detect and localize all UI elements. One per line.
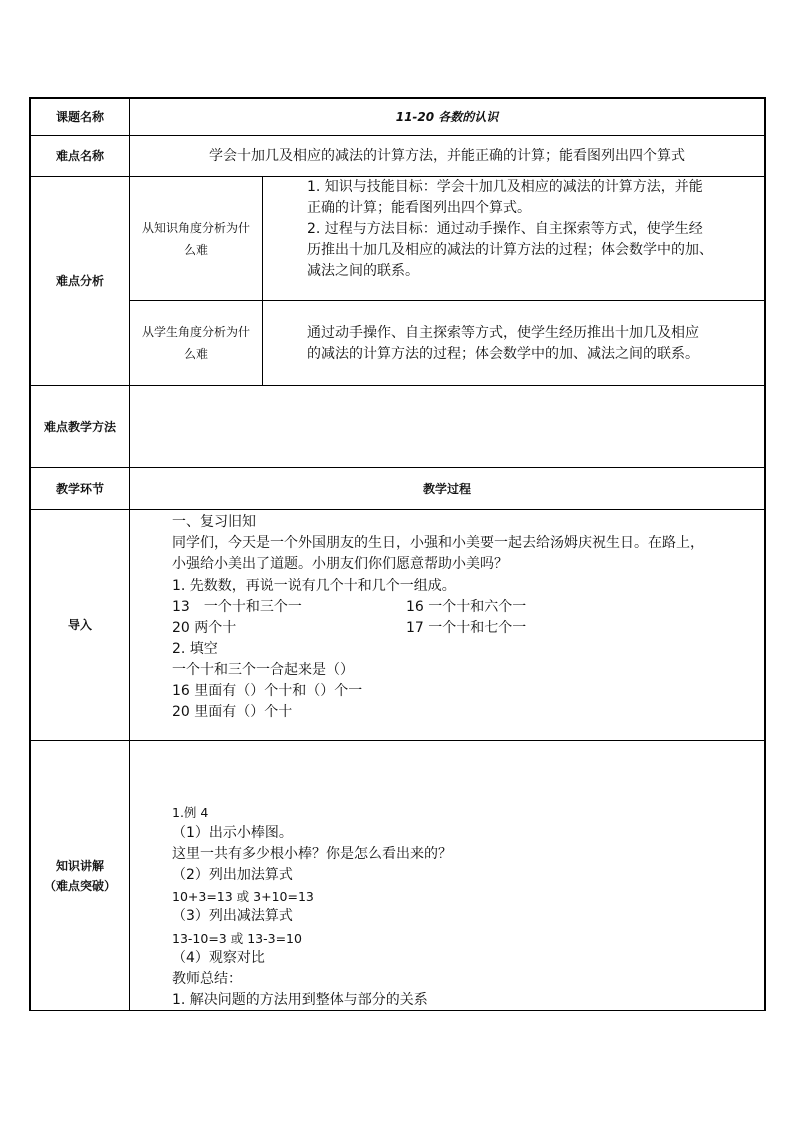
knowledge-angle-line: 2. 过程与方法目标：通过动手操作、自主探索等方式，使学生经 (307, 221, 703, 237)
table-rule (29, 509, 766, 510)
knowledge-angle-line: 减法之间的联系。 (307, 263, 419, 279)
knowledge-line: 教师总结： (172, 971, 242, 987)
knowledge-explain-label-line1: 知识讲解 (55, 858, 104, 873)
course-name-value: 11-20 各数的认识 (395, 110, 499, 124)
intro-count-item: 16 一个十和六个一 (406, 599, 527, 615)
knowledge-angle-line: 历推出十加几及相应的减法的计算方法的过程；体会数学中的加、 (307, 242, 713, 258)
intro-label: 导入 (67, 618, 92, 632)
intro-count-item: 17 一个十和七个一 (406, 620, 527, 636)
student-angle-line: 通过动手操作、自主探索等方式，使学生经历推出十加几及相应 (307, 325, 699, 341)
difficulty-name-value: 学会十加几及相应的减法的计算方法，并能正确的计算；能看图列出四个算式 (209, 148, 685, 164)
knowledge-line: 1. 解决问题的方法用到整体与部分的关系 (172, 992, 428, 1008)
student-angle-line: 的减法的计算方法的过程；体会数学中的加、减法之间的联系。 (307, 346, 699, 362)
knowledge-line: （3）列出减法算式 (172, 908, 293, 924)
intro-line: 一个十和三个一合起来是（） (172, 662, 354, 678)
intro-line: 同学们，今天是一个外国朋友的生日，小强和小美要一起去给汤姆庆祝生日。在路上， (172, 535, 704, 551)
knowledge-line: 1.例 4 (172, 805, 209, 820)
table-rule (29, 385, 766, 386)
table-column-rule (262, 176, 263, 385)
teaching-process-header: 教学过程 (422, 481, 471, 496)
intro-line: 16 里面有（）个十和（）个一 (172, 683, 363, 699)
intro-line: 小强给小美出了道题。小朋友们你们愿意帮助小美吗？ (172, 556, 508, 572)
teaching-stage-header: 教学环节 (55, 481, 104, 496)
difficulty-name-label: 难点名称 (55, 149, 104, 163)
knowledge-line: 13-10=3 或 13-3=10 (172, 931, 302, 946)
knowledge-line: 10+3=13 或 3+10=13 (172, 889, 314, 904)
knowledge-angle-line: 正确的计算；能看图列出四个算式。 (307, 200, 531, 216)
knowledge-line: （4）观察对比 (172, 950, 265, 966)
intro-count-item: 20 两个十 (172, 620, 237, 636)
student-angle-label: 从学生角度分析为什么难 (141, 325, 250, 361)
knowledge-angle-line: 1. 知识与技能目标：学会十加几及相应的减法的计算方法，并能 (307, 179, 703, 195)
difficulty-analysis-label: 难点分析 (55, 274, 104, 288)
teaching-method-label: 难点教学方法 (43, 419, 116, 434)
knowledge-explain-label-line2: （难点突破） (43, 878, 116, 893)
knowledge-line: （1）出示小棒图。 (172, 825, 293, 841)
intro-line: 2. 填空 (172, 641, 218, 657)
course-name-label: 课题名称 (55, 110, 104, 124)
knowledge-line: （2）列出加法算式 (172, 867, 293, 883)
table-rule (29, 740, 766, 741)
knowledge-angle-label: 从知识角度分析为什么难 (141, 220, 250, 257)
intro-line: 1. 先数数，再说一说有几个十和几个一组成。 (172, 578, 456, 594)
intro-line: 一、复习旧知 (172, 514, 256, 530)
intro-count-item: 13 一个十和三个一 (172, 599, 302, 615)
intro-line: 20 里面有（）个十 (172, 704, 293, 720)
table-border-right (764, 97, 766, 1011)
knowledge-explain-label (31, 741, 129, 1010)
table-column-rule (129, 97, 130, 1011)
knowledge-line: 这里一共有多少根小棒？你是怎么看出来的？ (172, 846, 452, 862)
